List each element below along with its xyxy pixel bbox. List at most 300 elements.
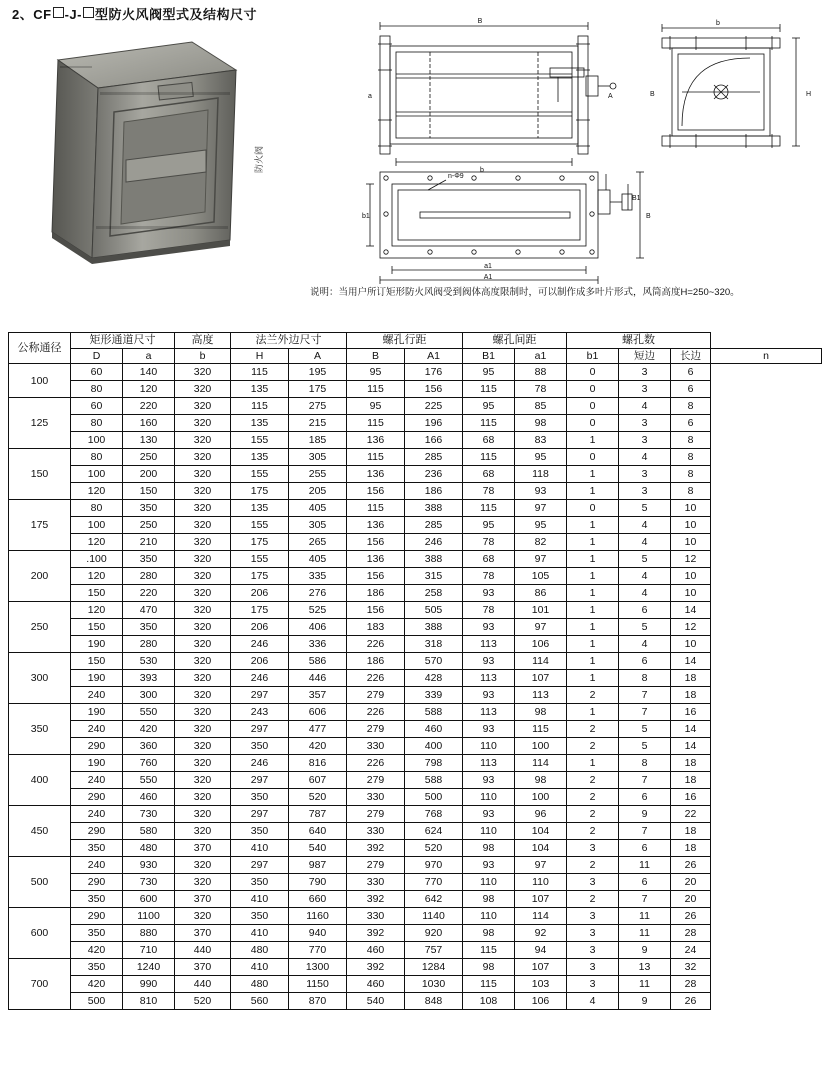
- cell-value: 370: [175, 925, 231, 942]
- cell-value: 290: [71, 738, 123, 755]
- cell-value: 420: [123, 721, 175, 738]
- cell-value: 660: [289, 891, 347, 908]
- cell-value: 1: [567, 670, 619, 687]
- cell-nominal-diameter: 350: [9, 704, 71, 755]
- cell-value: 60: [71, 398, 123, 415]
- cell-value: 18: [671, 670, 711, 687]
- cell-value: 95: [347, 364, 405, 381]
- cell-value: 1240: [123, 959, 175, 976]
- cell-value: 150: [71, 653, 123, 670]
- cell-value: 320: [175, 721, 231, 738]
- cell-value: 210: [123, 534, 175, 551]
- cell-value: 500: [405, 789, 463, 806]
- placeholder-box-icon: [83, 7, 94, 18]
- table-header-row-sub: [9, 349, 822, 364]
- cell-value: 525: [289, 602, 347, 619]
- table-row: [9, 517, 822, 534]
- cell-value: 113: [463, 755, 515, 772]
- cell-value: 95: [515, 517, 567, 534]
- cell-value: 12: [671, 551, 711, 568]
- cell-value: 10: [671, 568, 711, 585]
- cell-value: 370: [175, 891, 231, 908]
- cell-value: 246: [231, 636, 289, 653]
- cell-value: 350: [123, 551, 175, 568]
- cell-value: 320: [175, 568, 231, 585]
- cell-value: 280: [123, 568, 175, 585]
- table-row: [9, 415, 822, 432]
- cell-value: 290: [71, 874, 123, 891]
- cell-value: 115: [463, 942, 515, 959]
- svg-text:B: B: [646, 213, 651, 220]
- cell-value: 104: [515, 823, 567, 840]
- cell-value: 3: [567, 976, 619, 993]
- cell-value: 460: [123, 789, 175, 806]
- cell-value: 1300: [289, 959, 347, 976]
- cell-value: 80: [71, 449, 123, 466]
- cell-value: 80: [71, 381, 123, 398]
- placeholder-box-icon: [53, 7, 64, 18]
- cell-value: 120: [71, 602, 123, 619]
- cell-value: 186: [347, 585, 405, 602]
- cell-value: 320: [175, 789, 231, 806]
- cell-value: 440: [175, 976, 231, 993]
- cell-value: 195: [289, 364, 347, 381]
- cell-value: 460: [347, 976, 405, 993]
- cell-value: 9: [619, 806, 671, 823]
- svg-text:H: H: [806, 91, 812, 98]
- cell-value: 297: [231, 806, 289, 823]
- cell-value: 10: [671, 517, 711, 534]
- cell-value: 320: [175, 806, 231, 823]
- cell-value: 93: [463, 585, 515, 602]
- cell-value: 320: [175, 381, 231, 398]
- cell-value: 2: [567, 857, 619, 874]
- header-hole-count: 螺孔数: [567, 333, 711, 349]
- cell-value: 406: [289, 619, 347, 636]
- cell-value: 4: [619, 517, 671, 534]
- cell-value: 5: [619, 619, 671, 636]
- cell-value: 1284: [405, 959, 463, 976]
- cell-value: 607: [289, 772, 347, 789]
- cell-value: 8: [619, 755, 671, 772]
- cell-value: 505: [405, 602, 463, 619]
- cell-value: 28: [671, 925, 711, 942]
- header-短边: 短边: [619, 349, 671, 364]
- cell-value: 290: [71, 789, 123, 806]
- cell-value: 320: [175, 823, 231, 840]
- cell-value: 115: [515, 721, 567, 738]
- cell-value: 175: [231, 534, 289, 551]
- svg-text:A: A: [608, 93, 613, 100]
- cell-value: 320: [175, 364, 231, 381]
- cell-value: 26: [671, 857, 711, 874]
- cell-value: 246: [231, 670, 289, 687]
- cell-value: 98: [463, 840, 515, 857]
- cell-value: 2: [567, 806, 619, 823]
- cell-value: 113: [463, 670, 515, 687]
- product-photo: [40, 26, 264, 276]
- table-row: [9, 806, 822, 823]
- cell-value: 113: [515, 687, 567, 704]
- cell-value: 175: [289, 381, 347, 398]
- cell-value: 320: [175, 398, 231, 415]
- cell-value: 1: [567, 466, 619, 483]
- header-nominal-diameter: 公称通径: [9, 333, 71, 364]
- cell-value: 320: [175, 772, 231, 789]
- table-row: [9, 466, 822, 483]
- cell-value: 206: [231, 585, 289, 602]
- cell-value: 2: [567, 687, 619, 704]
- cell-value: 135: [231, 449, 289, 466]
- cell-value: 790: [289, 874, 347, 891]
- cell-value: 460: [347, 942, 405, 959]
- cell-value: 1: [567, 619, 619, 636]
- cell-value: 405: [289, 551, 347, 568]
- header-hole-row-pitch: 螺孔行距: [347, 333, 463, 349]
- cell-value: 330: [347, 789, 405, 806]
- cell-value: 1150: [289, 976, 347, 993]
- cell-value: 477: [289, 721, 347, 738]
- table-row: [9, 670, 822, 687]
- cell-value: 255: [289, 466, 347, 483]
- cell-value: 770: [405, 874, 463, 891]
- cell-value: 98: [463, 925, 515, 942]
- table-row: [9, 840, 822, 857]
- cell-value: 0: [567, 364, 619, 381]
- cell-value: 290: [71, 908, 123, 925]
- cell-value: 3: [567, 874, 619, 891]
- cell-value: 760: [123, 755, 175, 772]
- cell-value: 279: [347, 806, 405, 823]
- cell-value: 95: [463, 364, 515, 381]
- cell-value: 100: [515, 789, 567, 806]
- cell-value: 880: [123, 925, 175, 942]
- table-row: [9, 500, 822, 517]
- cell-value: 320: [175, 755, 231, 772]
- cell-value: 190: [71, 670, 123, 687]
- page-title-mid: -J-: [64, 7, 82, 22]
- cell-value: 339: [405, 687, 463, 704]
- cell-value: 8: [671, 398, 711, 415]
- cell-value: 108: [463, 993, 515, 1010]
- cell-value: 7: [619, 687, 671, 704]
- cell-value: 150: [71, 619, 123, 636]
- cell-value: 107: [515, 959, 567, 976]
- cell-value: 5: [619, 500, 671, 517]
- cell-value: 8: [619, 670, 671, 687]
- cell-value: 250: [123, 449, 175, 466]
- cell-value: 440: [175, 942, 231, 959]
- table-row: [9, 619, 822, 636]
- cell-value: 330: [347, 874, 405, 891]
- cell-value: 730: [123, 806, 175, 823]
- cell-value: 104: [515, 840, 567, 857]
- cell-value: 279: [347, 687, 405, 704]
- cell-value: 606: [289, 704, 347, 721]
- cell-value: 350: [123, 619, 175, 636]
- cell-value: 4: [619, 585, 671, 602]
- cell-value: 18: [671, 687, 711, 704]
- cell-value: 0: [567, 500, 619, 517]
- svg-text:a: a: [368, 93, 372, 100]
- cell-value: 336: [289, 636, 347, 653]
- cell-value: 115: [347, 415, 405, 432]
- cell-value: 305: [289, 517, 347, 534]
- cell-value: 870: [289, 993, 347, 1010]
- cell-value: 155: [231, 517, 289, 534]
- cell-value: 3: [567, 925, 619, 942]
- cell-value: 240: [71, 772, 123, 789]
- cell-nominal-diameter: 700: [9, 959, 71, 1010]
- cell-value: 4: [619, 398, 671, 415]
- cell-value: 3: [619, 364, 671, 381]
- cell-value: 110: [463, 908, 515, 925]
- cell-value: 120: [71, 483, 123, 500]
- cell-value: 370: [175, 840, 231, 857]
- svg-text:A1: A1: [483, 274, 493, 281]
- cell-value: 98: [515, 415, 567, 432]
- page-title-prefix: 2、CF: [12, 7, 52, 22]
- cell-value: 97: [515, 551, 567, 568]
- cell-value: 115: [231, 364, 289, 381]
- cell-value: 500: [71, 993, 123, 1010]
- cell-value: 7: [619, 823, 671, 840]
- cell-value: 6: [619, 653, 671, 670]
- table-row: [9, 789, 822, 806]
- table-row: [9, 483, 822, 500]
- cell-value: 88: [515, 364, 567, 381]
- cell-value: 95: [515, 449, 567, 466]
- cell-value: 93: [463, 687, 515, 704]
- cell-value: 5: [619, 551, 671, 568]
- cell-value: 2: [567, 789, 619, 806]
- cell-value: 1: [567, 432, 619, 449]
- cell-value: 320: [175, 449, 231, 466]
- table-row: [9, 755, 822, 772]
- cell-value: 26: [671, 908, 711, 925]
- cell-nominal-diameter: 500: [9, 857, 71, 908]
- cell-value: 130: [123, 432, 175, 449]
- cell-value: 3: [619, 415, 671, 432]
- cell-value: 350: [231, 908, 289, 925]
- cell-value: 114: [515, 908, 567, 925]
- cell-value: 190: [71, 755, 123, 772]
- cell-value: 297: [231, 857, 289, 874]
- cell-value: 2: [567, 738, 619, 755]
- table-row: [9, 551, 822, 568]
- cell-value: 78: [463, 568, 515, 585]
- table-row: [9, 449, 822, 466]
- cell-value: 236: [405, 466, 463, 483]
- cell-value: 8: [671, 483, 711, 500]
- cell-value: 206: [231, 653, 289, 670]
- cell-nominal-diameter: 450: [9, 806, 71, 857]
- cell-value: 68: [463, 466, 515, 483]
- cell-value: 240: [71, 721, 123, 738]
- cell-value: 110: [515, 874, 567, 891]
- svg-text:b: b: [480, 167, 484, 174]
- cell-value: 9: [619, 993, 671, 1010]
- cell-value: 392: [347, 840, 405, 857]
- table-row: [9, 976, 822, 993]
- cell-value: 350: [71, 891, 123, 908]
- cell-nominal-diameter: 100: [9, 364, 71, 398]
- header-a1: a1: [515, 349, 567, 364]
- cell-value: 816: [289, 755, 347, 772]
- cell-value: 18: [671, 823, 711, 840]
- cell-value: 98: [515, 772, 567, 789]
- cell-value: 7: [619, 772, 671, 789]
- cell-value: 101: [515, 602, 567, 619]
- cell-value: 350: [71, 959, 123, 976]
- table-row: [9, 993, 822, 1010]
- cell-value: 550: [123, 772, 175, 789]
- cell-value: 196: [405, 415, 463, 432]
- cell-value: 226: [347, 636, 405, 653]
- cell-value: 103: [515, 976, 567, 993]
- cell-value: 206: [231, 619, 289, 636]
- cell-value: 320: [175, 908, 231, 925]
- header-b1: b1: [567, 349, 619, 364]
- cell-value: 1: [567, 551, 619, 568]
- cell-value: 2: [567, 823, 619, 840]
- cell-value: 410: [231, 891, 289, 908]
- cell-value: 970: [405, 857, 463, 874]
- cell-value: 586: [289, 653, 347, 670]
- cell-value: 600: [123, 891, 175, 908]
- cell-value: 32: [671, 959, 711, 976]
- cell-value: 710: [123, 942, 175, 959]
- cell-value: 6: [619, 840, 671, 857]
- cell-value: 113: [463, 636, 515, 653]
- header-channel-size: 矩形通道尺寸: [71, 333, 175, 349]
- cell-value: 350: [71, 840, 123, 857]
- cell-value: 226: [347, 755, 405, 772]
- cell-value: 155: [231, 466, 289, 483]
- cell-value: 330: [347, 738, 405, 755]
- cell-value: 220: [123, 585, 175, 602]
- cell-value: 318: [405, 636, 463, 653]
- table-row: [9, 959, 822, 976]
- cell-value: 520: [289, 789, 347, 806]
- cell-value: 1: [567, 653, 619, 670]
- cell-value: 305: [289, 449, 347, 466]
- cell-value: 320: [175, 466, 231, 483]
- cell-value: 6: [619, 874, 671, 891]
- svg-text:B1: B1: [632, 195, 641, 202]
- cell-value: 930: [123, 857, 175, 874]
- cell-value: 78: [463, 534, 515, 551]
- cell-value: 320: [175, 619, 231, 636]
- cell-value: 320: [175, 500, 231, 517]
- cell-value: 388: [405, 619, 463, 636]
- cell-value: 115: [463, 415, 515, 432]
- cell-value: 100: [71, 466, 123, 483]
- cell-value: 175: [231, 483, 289, 500]
- table-row: [9, 704, 822, 721]
- cell-value: 540: [289, 840, 347, 857]
- cell-value: 18: [671, 772, 711, 789]
- cell-value: 14: [671, 738, 711, 755]
- header-a: a: [123, 349, 175, 364]
- cell-value: 360: [123, 738, 175, 755]
- cell-value: 350: [71, 925, 123, 942]
- cell-value: 156: [347, 568, 405, 585]
- cell-value: 1030: [405, 976, 463, 993]
- cell-value: 107: [515, 670, 567, 687]
- page-title-suffix: 型防火风阀型式及结构尺寸: [94, 7, 257, 22]
- svg-text:a1: a1: [484, 263, 492, 270]
- cell-value: 480: [231, 976, 289, 993]
- cell-value: 320: [175, 483, 231, 500]
- cell-value: 80: [71, 500, 123, 517]
- cell-value: 155: [231, 432, 289, 449]
- table-row: [9, 738, 822, 755]
- cell-value: 97: [515, 619, 567, 636]
- cell-value: 140: [123, 364, 175, 381]
- svg-text:B: B: [650, 91, 655, 98]
- cell-value: 420: [71, 976, 123, 993]
- cell-value: 330: [347, 908, 405, 925]
- cell-value: 246: [405, 534, 463, 551]
- cell-value: 768: [405, 806, 463, 823]
- cell-value: 120: [71, 568, 123, 585]
- cell-value: 279: [347, 857, 405, 874]
- cell-value: 93: [463, 721, 515, 738]
- cell-value: 115: [463, 449, 515, 466]
- cell-value: 11: [619, 976, 671, 993]
- cell-value: 150: [71, 585, 123, 602]
- cell-value: 190: [71, 636, 123, 653]
- cell-value: 297: [231, 687, 289, 704]
- cell-value: 156: [405, 381, 463, 398]
- cell-value: 14: [671, 721, 711, 738]
- cell-value: 1: [567, 755, 619, 772]
- cell-value: 540: [347, 993, 405, 1010]
- cell-value: 156: [347, 483, 405, 500]
- cell-value: 388: [405, 551, 463, 568]
- cell-value: 115: [347, 500, 405, 517]
- cell-value: 5: [619, 721, 671, 738]
- cell-value: 275: [289, 398, 347, 415]
- cell-value: 410: [231, 925, 289, 942]
- cell-value: 460: [405, 721, 463, 738]
- cell-value: 1: [567, 534, 619, 551]
- cell-value: 9: [619, 942, 671, 959]
- cell-value: 205: [289, 483, 347, 500]
- cell-value: 4: [567, 993, 619, 1010]
- svg-text:b1: b1: [362, 213, 370, 220]
- cell-value: 480: [123, 840, 175, 857]
- cell-value: 1140: [405, 908, 463, 925]
- cell-value: 400: [405, 738, 463, 755]
- cell-value: 136: [347, 432, 405, 449]
- cell-value: 730: [123, 874, 175, 891]
- cell-value: 115: [463, 381, 515, 398]
- cell-value: 320: [175, 534, 231, 551]
- table-row: [9, 942, 822, 959]
- cell-value: 100: [515, 738, 567, 755]
- cell-value: 290: [71, 823, 123, 840]
- cell-value: 93: [463, 653, 515, 670]
- cell-value: 420: [289, 738, 347, 755]
- cell-value: 22: [671, 806, 711, 823]
- cell-value: 16: [671, 789, 711, 806]
- cell-value: 350: [231, 874, 289, 891]
- cell-value: 258: [405, 585, 463, 602]
- cell-value: 4: [619, 449, 671, 466]
- cell-value: 118: [515, 466, 567, 483]
